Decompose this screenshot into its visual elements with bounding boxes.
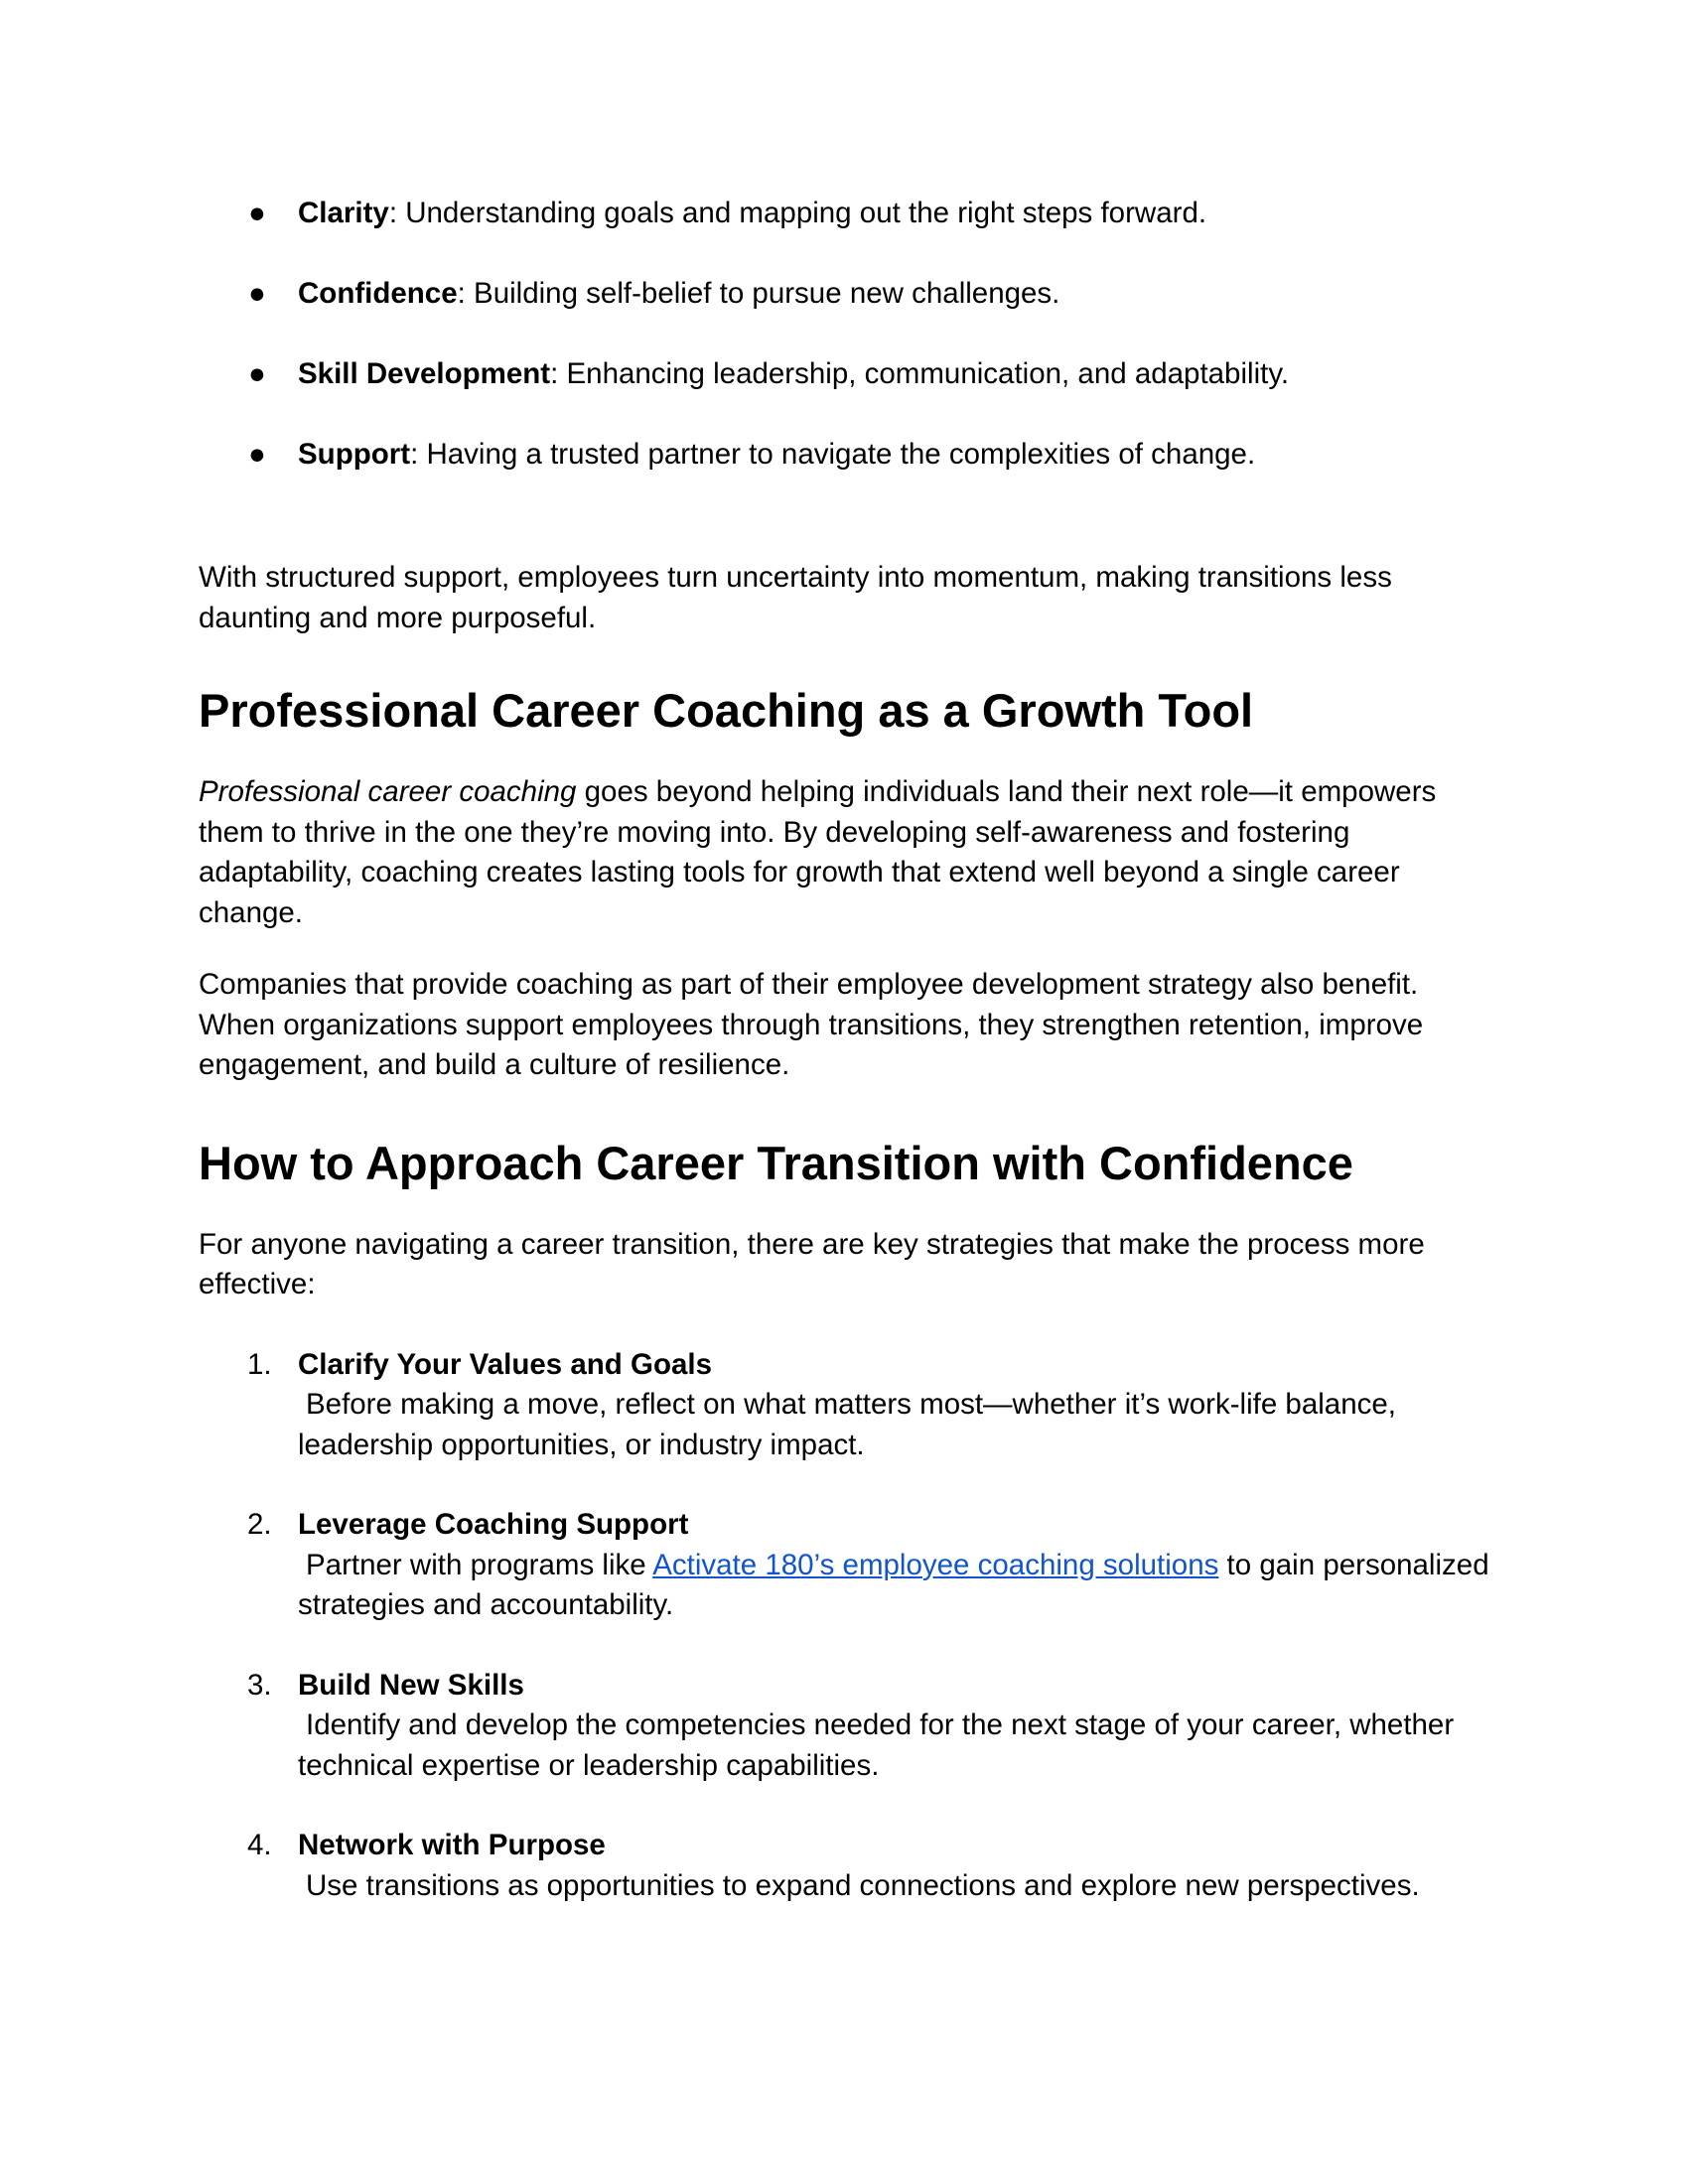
- list-item: [199, 274, 1489, 314]
- benefit-term: Clarity: [298, 197, 389, 229]
- benefit-term: Support: [298, 438, 411, 471]
- step-number: 2.: [247, 1508, 272, 1541]
- coaching-solutions-link[interactable]: Activate 180’s employee coaching solutions: [652, 1548, 1219, 1581]
- list-item: [199, 194, 1489, 233]
- step-body: Use transitions as opportunities to expand connections and explore new perspectives.: [306, 1868, 1420, 1902]
- list-item: [199, 1666, 1489, 1787]
- list-item: [199, 1345, 1489, 1466]
- list-item: [199, 1505, 1489, 1626]
- step-body: [298, 1546, 1489, 1626]
- bullet-icon: ●: [248, 438, 266, 471]
- document-page: [199, 194, 1489, 1946]
- step-body-before-link: Partner with programs like: [306, 1548, 653, 1581]
- list-item: [199, 435, 1489, 475]
- step-title: Build New Skills: [298, 1668, 524, 1702]
- heading-growth-tool: Professional Career Coaching as a Growth Tool: [199, 684, 1254, 737]
- step-body: Before making a move, reflect on what matters most—whether it’s work-life balance, leadership opportunities, or industry impact.: [298, 1388, 1396, 1461]
- heading-career-transition: How to Approach Career Transition with Confidence: [199, 1136, 1353, 1189]
- benefit-term: Confidence: [298, 277, 458, 310]
- list-item: [199, 354, 1489, 394]
- bullet-icon: ●: [248, 197, 266, 229]
- step-title: Network with Purpose: [298, 1829, 606, 1861]
- strategies-list: [199, 1345, 1489, 1907]
- growth-paragraph-1-text: goes beyond helping individuals land their next role—it empowers them to thrive in the one they’re moving into. By developing self-awareness and fostering adaptability, coaching creates lasting tools for growth that extend well beyond a single career change.: [199, 775, 1437, 929]
- step-number: 4.: [247, 1829, 272, 1861]
- step-number: 1.: [247, 1347, 272, 1381]
- step-body: Identify and develop the competencies needed for the next stage of your career, whether technical expertise or leadership capabilities.: [298, 1708, 1455, 1782]
- step-title: Clarify Your Values and Goals: [298, 1347, 712, 1381]
- benefit-text: : Building self-belief to pursue new challenges.: [457, 277, 1060, 310]
- benefit-text: : Understanding goals and mapping out the right steps forward.: [388, 197, 1207, 229]
- growth-paragraph-2: Companies that provide coaching as part of their employee development strategy also benefit. When organizations support employees through transitions, they strengthen retention, improve engagement, and build a culture of resilience.: [199, 968, 1424, 1081]
- benefit-text: : Having a trusted partner to navigate the complexities of change.: [410, 438, 1256, 471]
- list-item: [199, 1826, 1489, 1906]
- intro-paragraph: With structured support, employees turn uncertainty into momentum, making transitions less daunting and more purposeful.: [199, 561, 1392, 634]
- step-title: Leverage Coaching Support: [298, 1508, 689, 1541]
- benefit-term: Skill Development: [298, 357, 551, 390]
- approach-intro-paragraph: For anyone navigating a career transition, there are key strategies that make the process more effective:: [199, 1227, 1425, 1300]
- benefits-list: [199, 194, 1489, 475]
- bullet-icon: ●: [248, 277, 266, 310]
- benefit-text: : Enhancing leadership, communication, and adaptability.: [550, 357, 1290, 390]
- step-number: 3.: [247, 1668, 272, 1702]
- growth-paragraph-1: [199, 772, 1489, 933]
- italic-phrase: Professional career coaching: [199, 775, 577, 808]
- step-body-after-link: to gain personalized strategies and accountability.: [298, 1548, 1489, 1621]
- bullet-icon: ●: [248, 357, 266, 390]
